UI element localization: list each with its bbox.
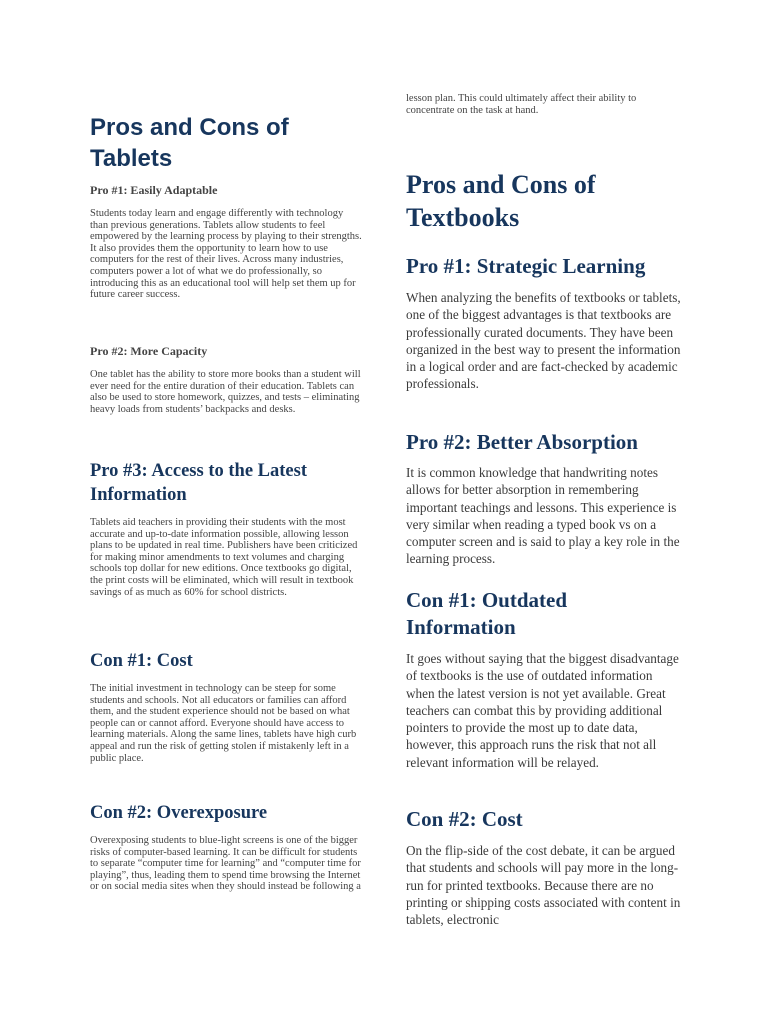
textbook-cost-heading: Con #2: Cost	[406, 807, 523, 831]
textbook-cost-text: On the flip-side of the cost debate, it can be argued that students and schools will pay more in the long-run for printed textbooks. Because there are no printing or shipping costs associated with content in tablets, electronic	[406, 843, 681, 928]
pro2-text: One tablet has the ability to store more books than a student will ever need for the entire duration of their education. Tablets can also be used to store homework, quizzes, and tests – eliminating heavy loads from students’ backpacks and desks.	[90, 369, 361, 415]
con2-text: Overexposing students to blue-light screens is one of the bigger risks of computer-based learning. It can be difficult for students to separate “computer time for learning” and “computer time for playing”, thus, leading them to spend time browsing the Internet or on social media sites when they should instead be following a	[90, 835, 361, 893]
outdated-information-heading: Con #1: Outdated Information	[406, 588, 568, 639]
better-absorption-text: It is common knowledge that handwriting notes allows for better absorption in remembering important teachings and lessons. This experience is very similar when reading a typed book vs on a computer screen and is said to play a key role in the learning process.	[406, 465, 680, 567]
con1-heading: Con #1: Cost	[90, 651, 193, 671]
outdated-information-text: It goes without saying that the biggest disadvantage of textbooks is the use of outdated information when the latest version is not yet available. Great teachers can combat this by providing additional pointers to provide the most up to date data, however, this approach runs the risk that not all relevant information will be relayed.	[406, 651, 679, 770]
pro1-heading: Pro #1: Easily Adaptable	[90, 183, 218, 197]
continued-text: lesson plan. This could ultimately affect their ability to concentrate on the task at hand.	[406, 93, 637, 116]
tablets-title: Pros and Cons of Tablets	[90, 114, 289, 172]
pro3-text: Tablets aid teachers in providing their students with the most accurate and up-to-date information possible, allowing lesson plans to be updated in real time. Publishers have been criticized for making minor amendments to text volumes and charging schools top dollar for new editions. Once textbooks go digital, the print costs will be eliminated, which will result in textbook savings of as much as 60% for school districts.	[90, 517, 358, 598]
textbooks-title: Pros and Cons of Textbooks	[406, 170, 596, 232]
pro3-heading: Pro #3: Access to the Latest Information	[90, 461, 307, 505]
pro2-heading: Pro #2: More Capacity	[90, 344, 208, 358]
con2-heading: Con #2: Overexposure	[90, 803, 268, 823]
con1-text: The initial investment in technology can be steep for some students and schools. Not all educators or families can afford them, and the student experience should not be based on what people can or cannot afford. Everyone should have access to learning materials. Along the same lines, tablets have high curb appeal and run the risk of getting stolen if mistakenly left in a public place.	[90, 683, 357, 764]
pro1-text: Students today learn and engage differently with technology than previous generations. Tablets allow students to feel empowered by the learning process by playing to their strengths. It also provides them the opportunity to learn how to use computers for the rest of their lives. Across many industries, computers power a lot of what we do professionally, so introducing this as an educational tool will help set them up for future career success.	[90, 208, 362, 301]
strategic-learning-text: When analyzing the benefits of textbooks or tablets, one of the biggest advantages is that textbooks are professionally curated documents. They have been organized in the best way to present the information in a logical order and are fact-checked by academic professionals.	[406, 290, 681, 392]
strategic-learning-heading: Pro #1: Strategic Learning	[406, 254, 646, 278]
better-absorption-heading: Pro #2: Better Absorption	[406, 430, 638, 454]
